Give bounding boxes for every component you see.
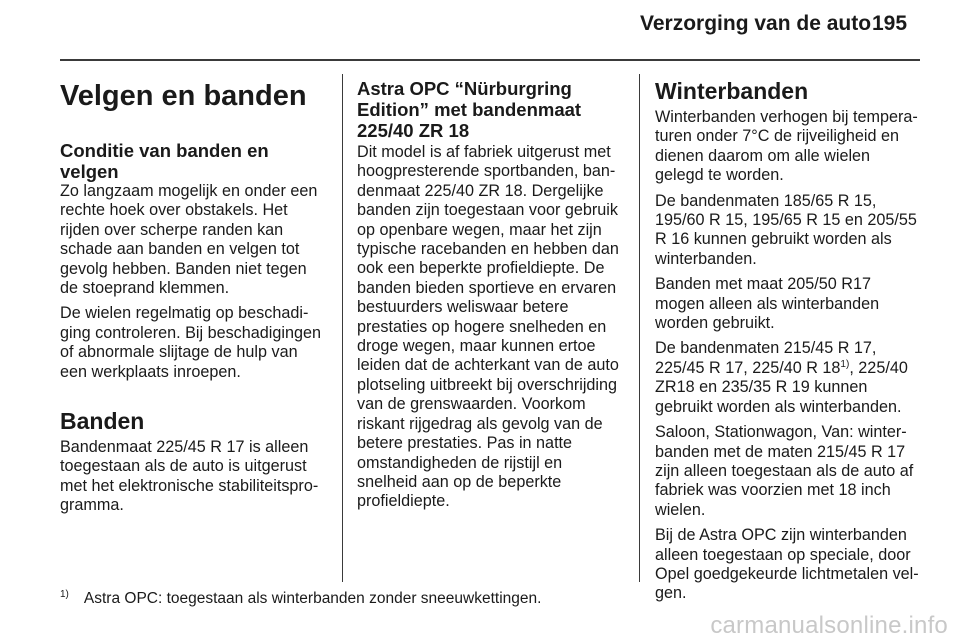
section-heading-velgen-en-banden: Velgen en banden: [60, 80, 307, 112]
column-divider-1: [342, 74, 343, 582]
paragraph-banden: Bandenmaat 225/45 R 17 is alleen toegestaan als de auto is uitgerust met het elektronische stabiliteitsprogramma.: [60, 438, 319, 515]
paragraph-winter-3: Banden met maat 205/50 R17 mogen alleen als winterbanden worden gebruikt.: [655, 275, 880, 333]
column-divider-2: [639, 74, 640, 582]
paragraph-astra-opc: Dit model is af fabriek uitgerust met hoogpresterende sportbanden, bandenmaat 225/40 ZR 18. Dergelijke banden zijn toegestaan voor gebruik op openbare wegen, maar het zijn typische racebanden en hebben dan ook een beperkte profieldiepte. De banden bieden sportieve en ervaren bestuurders weliswaar betere prestaties op hogere snelheden en droge wegen, maar kunnen ertoe leiden dat de achterkant van de auto plotseling uitbreekt bij overschrijding van de grenswaarden. Voorkom riskant rijgedrag als gevolg van de betere prestaties. Pas in natte omstandigheden de rijstijl en snelheid aan op de beperkte profieldiepte.: [357, 143, 619, 511]
footnote-reference: 1): [840, 358, 850, 370]
footnote-text: Astra OPC: toegestaan als winterbanden zonder sneeuwkettingen.: [83, 590, 542, 607]
paragraph-winter-1: Winterbanden verhogen bij temperaturen onder 7°C de rijveiligheid en dienen daarom om alle wielen gelegd te worden.: [655, 108, 918, 185]
paragraph-winter-6: Bij de Astra OPC zijn winterbanden alleen toegestaan op speciale, door Opel goedgekeurde lichtmetalen velgen.: [655, 526, 919, 603]
section-heading-banden: Banden: [60, 408, 145, 435]
paragraph-winter-4: [655, 339, 923, 417]
page-header-title: Verzorging van de auto: [640, 12, 872, 35]
paragraph-winter-4-end: , 225/40 ZR18 en 235/35 R 19 kunnen gebruikt worden als winterbanden.: [655, 358, 908, 416]
column-2: [357, 78, 623, 518]
header-divider: [60, 59, 920, 61]
paragraph-winter-2: De bandenmaten 185/65 R 15, 195/60 R 15, 195/65 R 15 en 205/55 R 16 kunnen gebruikt worden als winterbanden.: [655, 191, 917, 268]
subheading-astra-opc-size: 225/40 ZR 18: [357, 120, 470, 141]
footnote: [60, 589, 541, 608]
subheading-conditie: Conditie van banden en velgen: [60, 140, 269, 182]
paragraph-winter-5: Saloon, Stationwagon, Van: winterbanden met de maten 215/45 R 17 zijn alleen toegestaan als de auto af fabriek was voorzien met 18 inch wielen.: [655, 423, 914, 519]
watermark: carmanualsonline.info: [710, 612, 948, 639]
column-3: [655, 78, 923, 610]
page-number: 195: [872, 12, 908, 35]
subheading-astra-opc: Astra OPC “Nürburgring Edition” met bandenmaat: [357, 78, 582, 120]
paragraph-conditie-2: De wielen regelmatig op beschadiging controleren. Bij beschadigingen of abnormale slijtage de hulp van een werkplaats inroepen.: [60, 304, 321, 381]
column-1: [60, 78, 328, 522]
section-heading-winterbanden: Winterbanden: [655, 78, 809, 104]
paragraph-conditie-1: Zo langzaam mogelijk en onder een rechte hoek over obstakels. Het rijden over scherpe randen kan schade aan banden en velgen tot gevolg hebben. Banden niet tegen de stoeprand klemmen.: [60, 182, 318, 298]
paragraph-winter-4-start: De bandenmaten 215/45 R 17, 225/45 R 17, 225/40 R 18: [655, 339, 877, 377]
footnote-mark: 1): [60, 589, 69, 600]
